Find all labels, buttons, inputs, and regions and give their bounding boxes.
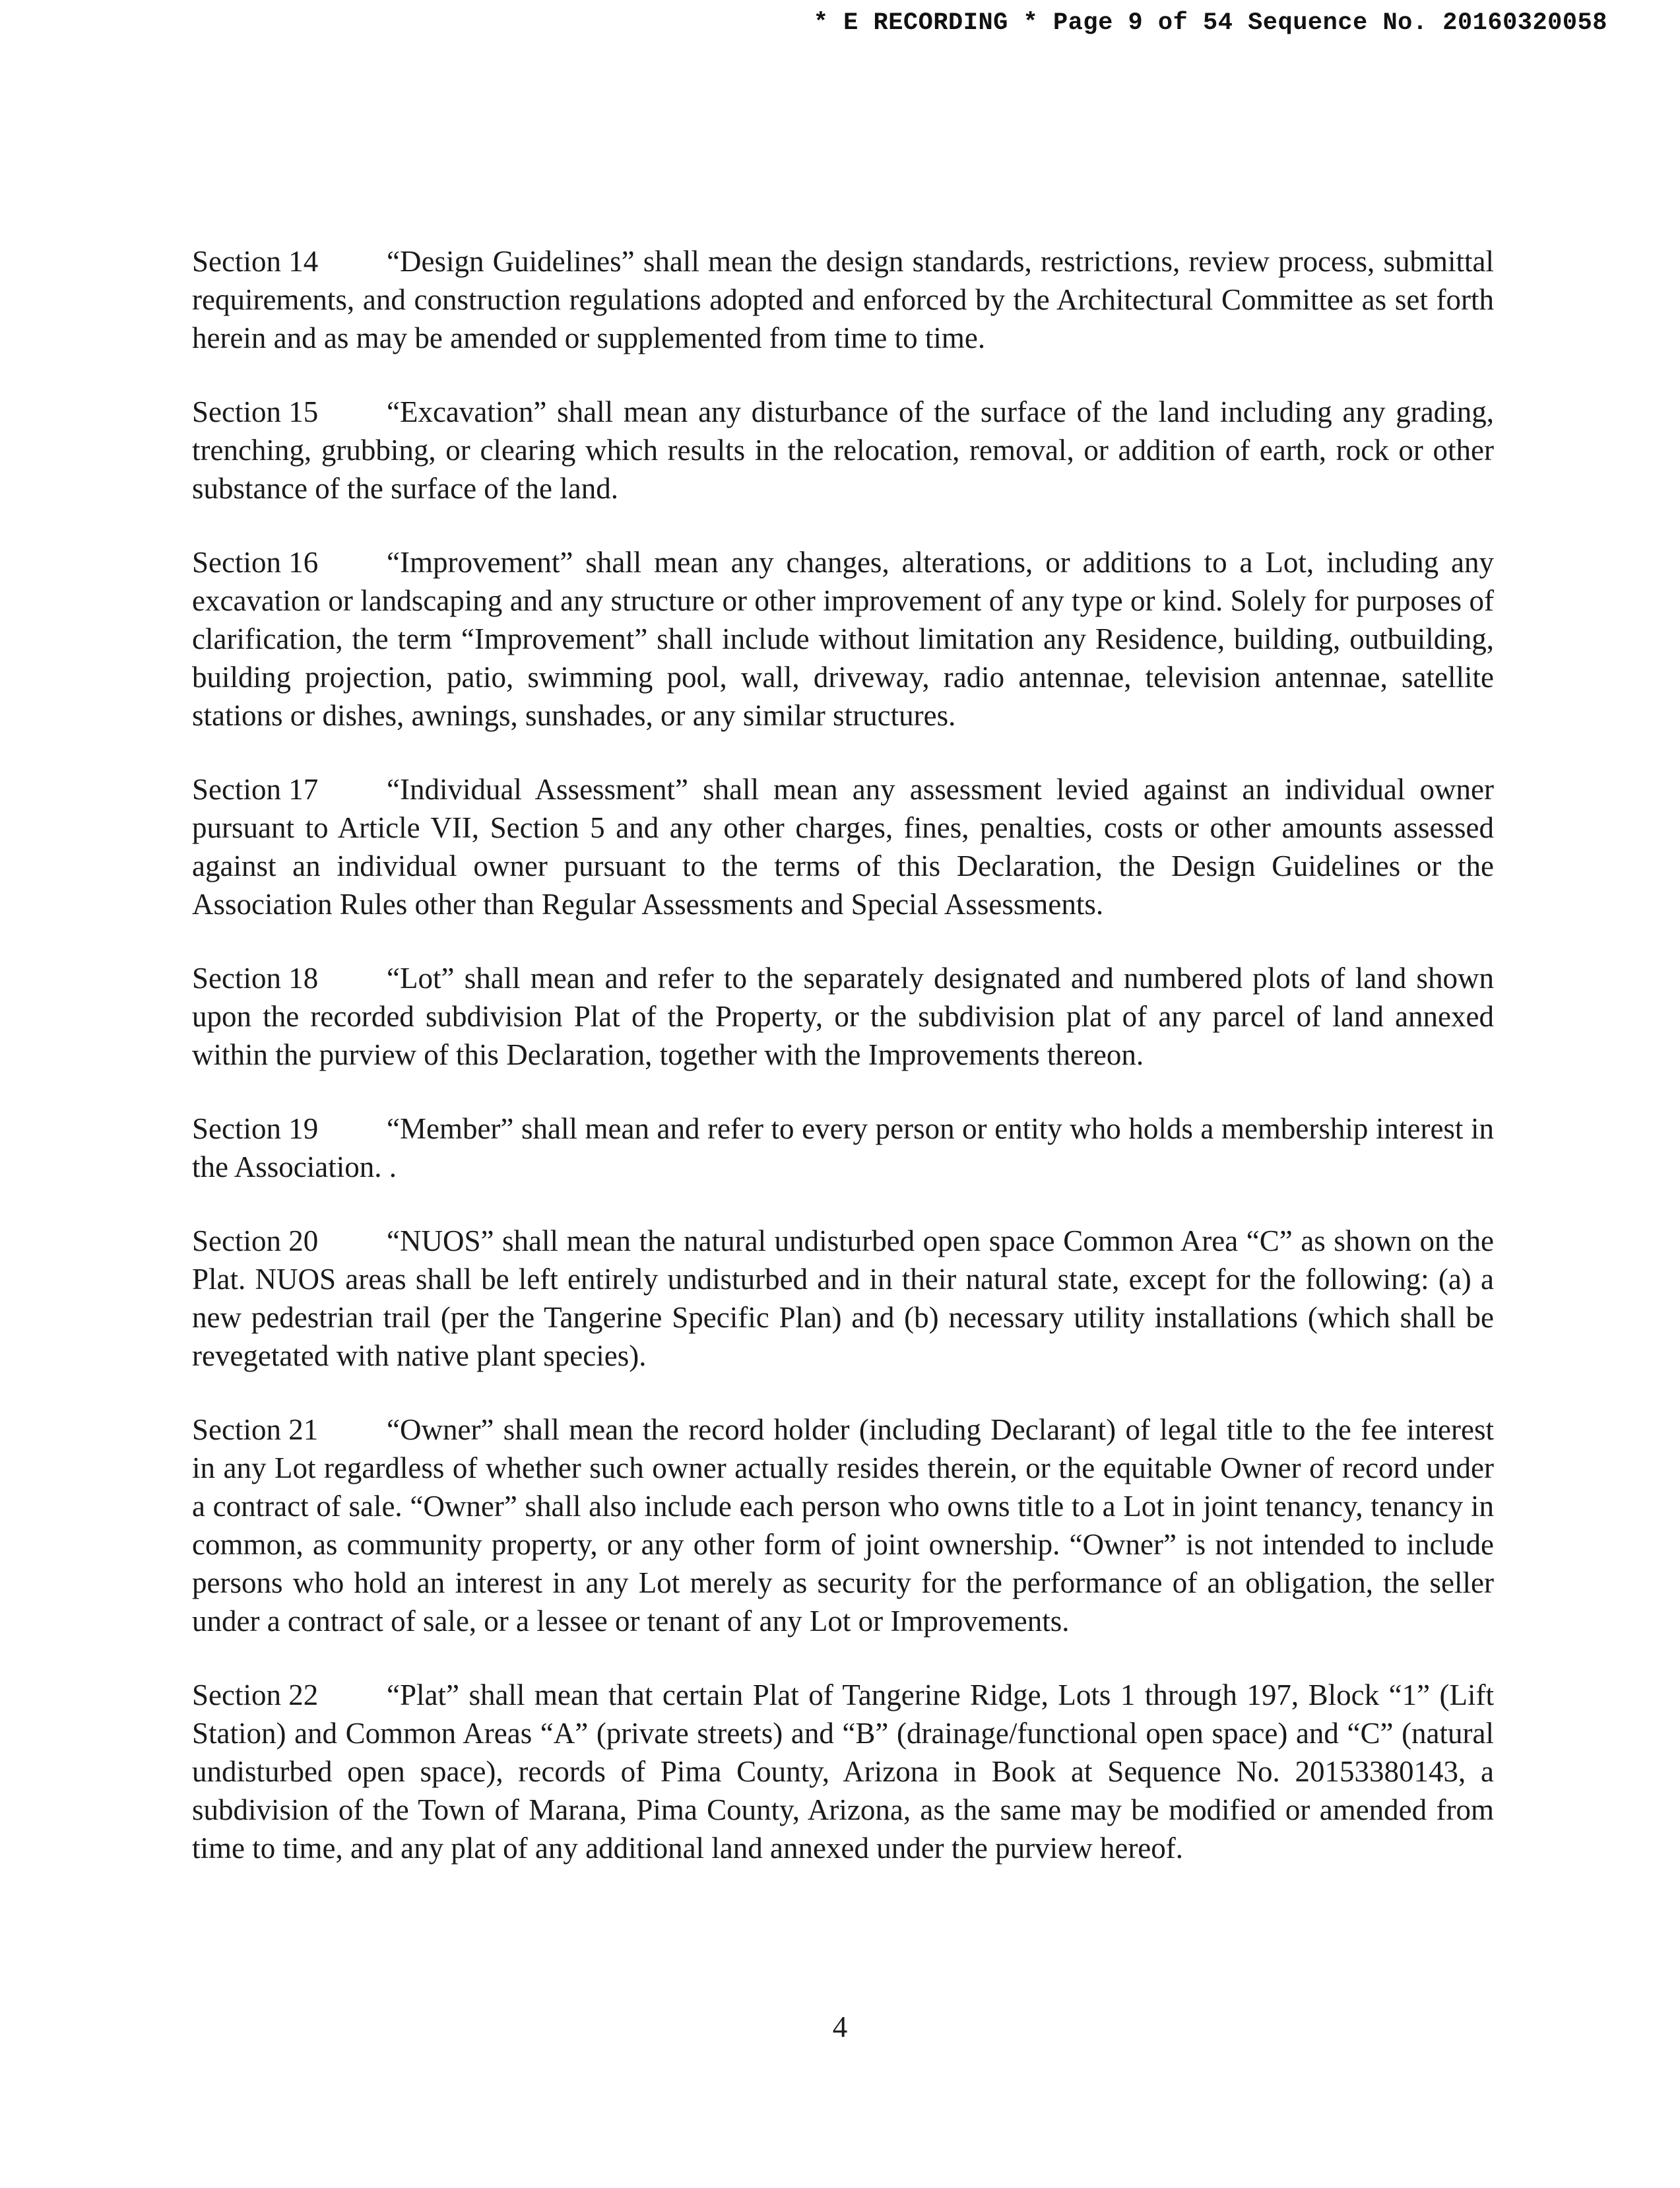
section-label: Section 21 (192, 1413, 319, 1446)
section-20 (192, 1222, 1494, 1375)
section-14 (192, 242, 1494, 357)
section-22 (192, 1676, 1494, 1867)
section-label: Section 22 (192, 1678, 319, 1711)
section-text: “NUOS” shall mean the natural undisturbed open space Common Area “C” as shown on the Plat. NUOS areas shall be left entirely undisturbed and in their natural state, except for the following: (a) a new pedestrian trail (per the Tangerine Specific Plan) and (b) necessary utility installations (which shall be revegetated with native plant species). (192, 1224, 1494, 1372)
section-text: “Lot” shall mean and refer to the separately designated and numbered plots of land shown upon the recorded subdivision Plat of the Property, or the subdivision plat of any parcel of land annexed within the purview of this Declaration, together with the Improvements thereon. (192, 962, 1494, 1071)
section-text: “Individual Assessment” shall mean any assessment levied against an individual owner pursuant to Article VII, Section 5 and any other charges, fines, penalties, costs or other amounts assessed against an individual owner pursuant to the terms of this Declaration, the Design Guidelines or the Association Rules other than Regular Assessments and Special Assessments. (192, 773, 1494, 921)
section-21 (192, 1410, 1494, 1640)
section-text: “Plat” shall mean that certain Plat of Tangerine Ridge, Lots 1 through 197, Block “1” (Lift Station) and Common Areas “A” (private streets) and “B” (drainage/functional open space) and “C” (natural undisturbed open space), records of Pima County, Arizona in Book at Sequence No. 20153380143, a subdivision of the Town of Marana, Pima County, Arizona, as the same may be modified or amended from time to time, and any plat of any additional land annexed under the purview hereof. (192, 1678, 1494, 1865)
section-15 (192, 393, 1494, 508)
section-label: Section 20 (192, 1224, 319, 1257)
page-number: 4 (832, 2010, 848, 2043)
section-label: Section 16 (192, 546, 319, 579)
recording-header: * E RECORDING * Page 9 of 54 Sequence No. 20160320058 (813, 9, 1607, 37)
section-text: “Owner” shall mean the record holder (including Declarant) of legal title to the fee interest in any Lot regardless of whether such owner actually resides therein, or the equitable Owner of record under a contract of sale. “Owner” shall also include each person who owns title to a Lot in joint tenancy, tenancy in common, as community property, or any other form of joint ownership. “Owner” is not intended to include persons who hold an interest in any Lot merely as security for the performance of an obligation, the seller under a contract of sale, or a lessee or tenant of any Lot or Improvements. (192, 1413, 1494, 1638)
section-label: Section 15 (192, 395, 319, 428)
section-label: Section 19 (192, 1112, 319, 1145)
section-text: “Member” shall mean and refer to every person or entity who holds a membership interest in the Association. . (192, 1112, 1494, 1183)
section-19 (192, 1110, 1494, 1186)
section-17 (192, 770, 1494, 923)
section-label: Section 17 (192, 773, 319, 806)
section-text: “Excavation” shall mean any disturbance of the surface of the land including any grading, trenching, grubbing, or clearing which results in the relocation, removal, or addition of earth, rock or other substance of the surface of the land. (192, 395, 1494, 505)
section-text: “Design Guidelines” shall mean the design standards, restrictions, review process, submittal requirements, and construction regulations adopted and enforced by the Architectural Committee as set forth herein and as may be amended or supplemented from time to time. (192, 245, 1494, 354)
section-label: Section 14 (192, 245, 319, 278)
section-16 (192, 543, 1494, 735)
section-label: Section 18 (192, 962, 319, 995)
section-18 (192, 959, 1494, 1074)
section-text: “Improvement” shall mean any changes, alterations, or additions to a Lot, including any excavation or landscaping and any structure or other improvement of any type or kind. Solely for purposes of clarification, the term “Improvement” shall include without limitation any Residence, building, outbuilding, building projection, patio, swimming pool, wall, driveway, radio antennae, television antennae, satellite stations or dishes, awnings, sunshades, or any similar structures. (192, 546, 1494, 732)
document-body (192, 242, 1494, 1903)
